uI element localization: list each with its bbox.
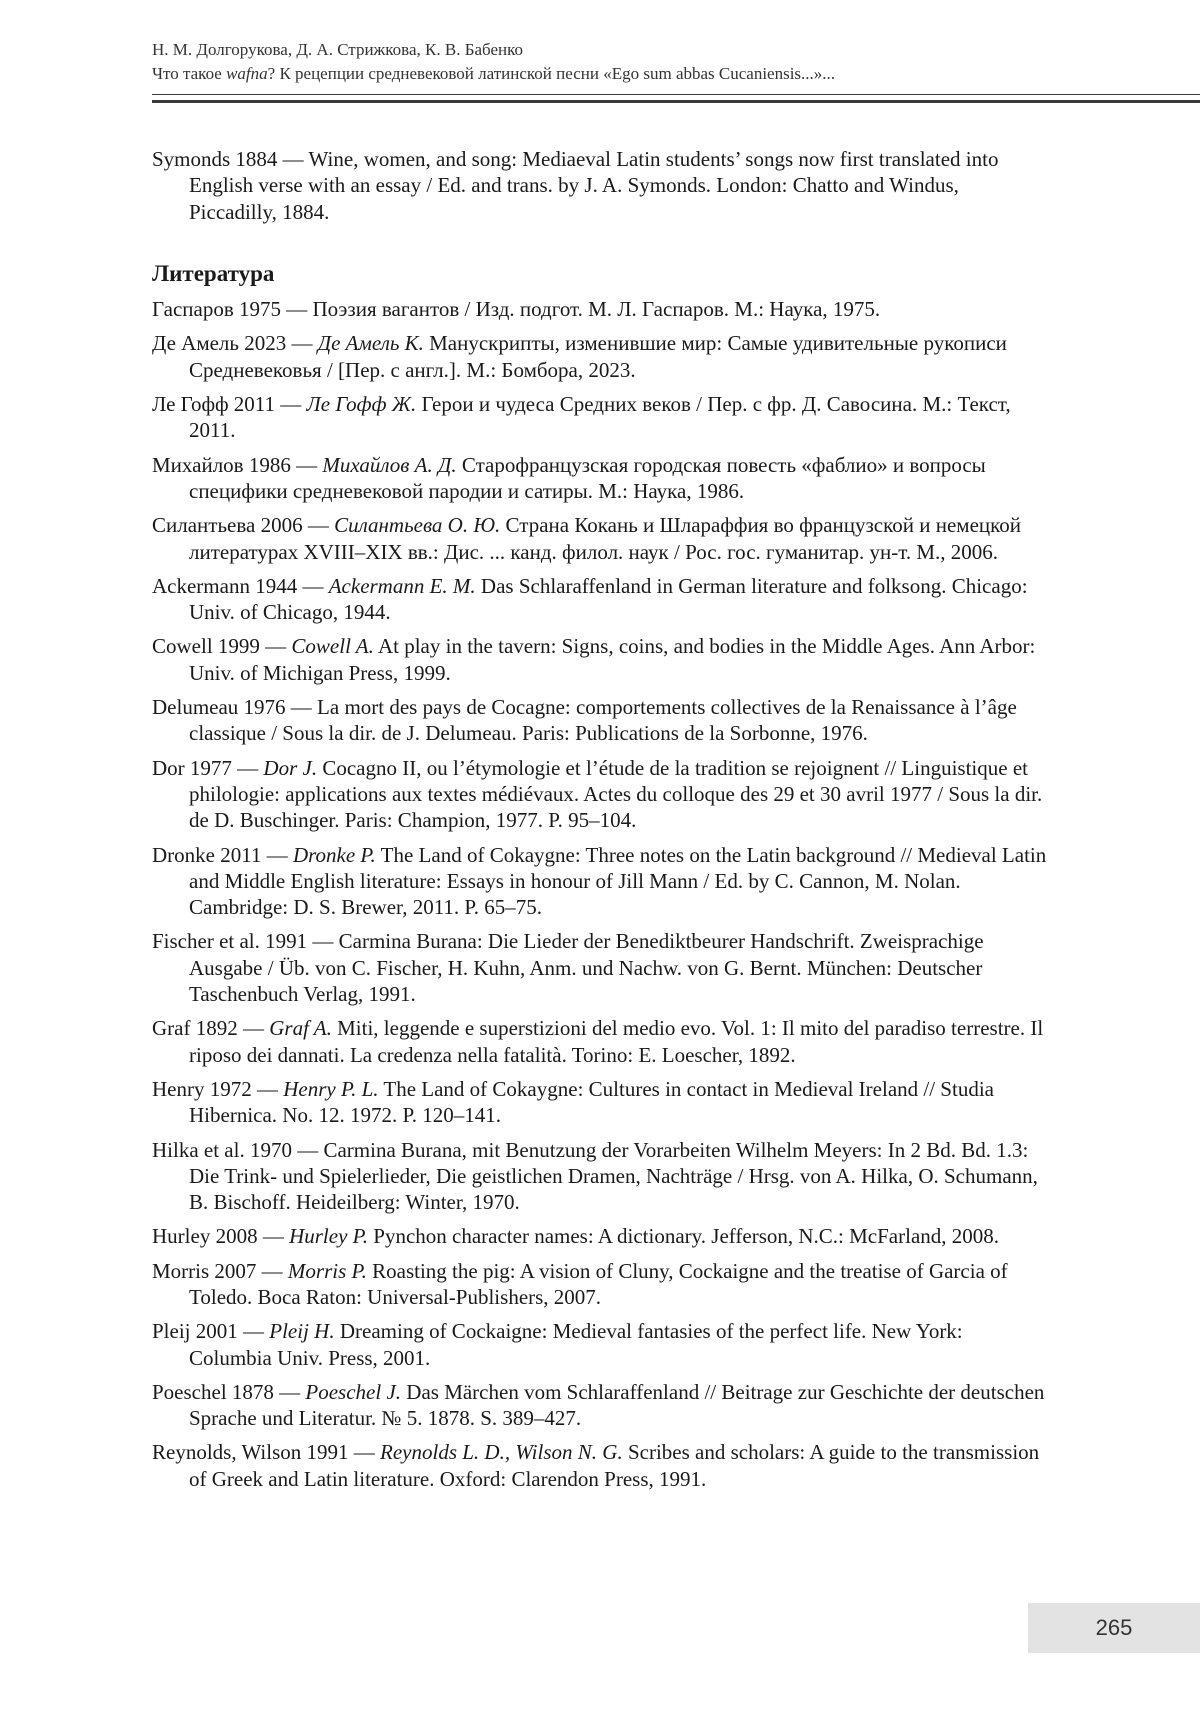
bib-entry bbox=[152, 1379, 1047, 1432]
entry-text: Hilka et al. 1970 — Carmina Burana, mit Benutzung der Vorarbeiten Wilhelm Meyers: In 2 Bd. Bd. 1.3: Die Trink- und Spielerlieder, Die geistlichen Dramen, Nachträge / Hrsg. von A. Hilka, O. Schumann, B. Bischoff. Heideilberg: Winter, 1970. bbox=[152, 1137, 1038, 1215]
entry-text: Symonds 1884 — Wine, women, and song: Mediaeval Latin students’ songs now first translated into English verse with an essay / Ed. and trans. by J. A. Symonds. London: Chatto and Windus, Piccadilly, 1884. bbox=[152, 147, 999, 224]
entry-author-italic: Cowell A. bbox=[291, 634, 374, 659]
entry-text: Dronke 2011 — bbox=[152, 842, 293, 867]
entry-text: Pleij 2001 — bbox=[152, 1319, 270, 1344]
bib-entry bbox=[152, 1137, 1047, 1216]
entry-text: Гаспаров 1975 — Поэзия вагантов / Изд. подгот. М. Л. Гаспаров. М.: Наука, 1975. bbox=[152, 297, 881, 322]
entry-author-italic: Graf A. bbox=[269, 1016, 332, 1041]
entry-text-rest: Roasting the pig: A vision of Cluny, Cockaigne and the treatise of Garcia of Toledo. Boca Raton: Universal-Publishers, 2007. bbox=[189, 1258, 1008, 1309]
header-authors: Н. М. Долгорукова, Д. А. Стрижкова, К. В. Бабенко bbox=[152, 40, 523, 59]
bib-entry bbox=[152, 512, 1047, 565]
bib-entry bbox=[152, 694, 1047, 747]
header-title bbox=[152, 62, 1052, 86]
entry-author-italic: Dronke P. bbox=[292, 842, 376, 867]
entry-text: Fischer et al. 1991 — Carmina Burana: Die Lieder der Benediktbeurer Handschrift. Zweisprachige Ausgabe / Üb. von C. Fischer, H. Kuhn, Anm. und Nachw. von G. Bernt. München: Deutscher Taschenbuch Verlag, 1991. bbox=[152, 929, 984, 1007]
entry-text-rest: Miti, leggende e superstizioni del medio evo. Vol. 1: Il mito del paradiso terrestre. Il riposo dei dannati. La credenza nella fatalità. Torino: E. Loescher, 1892. bbox=[189, 1016, 1044, 1067]
entry-text: Ackermann 1944 — bbox=[152, 573, 329, 598]
entry-author-italic: Ackermann E. M. bbox=[328, 573, 476, 598]
entry-author-italic: Михайлов А. Д. bbox=[322, 452, 457, 477]
entry-text: Силантьева 2006 — bbox=[152, 513, 335, 538]
header-rule-thick bbox=[152, 100, 1200, 103]
entry-author-italic: Poeschel J. bbox=[305, 1379, 402, 1404]
entry-text-rest: The Land of Cokaygne: Cultures in contact in Medieval Ireland // Studia Hibernica. No. 12. 1972. P. 120–141. bbox=[189, 1076, 994, 1128]
entry-author-italic: Ле Гофф Ж. bbox=[306, 392, 417, 417]
entry-author-italic: Reynolds L. D., Wilson N. G. bbox=[380, 1440, 623, 1465]
bib-entry bbox=[152, 391, 1047, 444]
entry-text: Reynolds, Wilson 1991 — bbox=[152, 1440, 381, 1465]
bib-entry bbox=[152, 296, 1047, 322]
bib-entry bbox=[152, 1015, 1047, 1068]
bib-entry bbox=[152, 1439, 1047, 1492]
header-title-pre: Что такое bbox=[152, 64, 227, 83]
bib-entry bbox=[152, 1318, 1047, 1371]
entry-text: Михайлов 1986 — bbox=[152, 452, 323, 477]
header-rule-thin bbox=[152, 94, 1200, 95]
literature-heading: Литература bbox=[152, 260, 275, 286]
running-header bbox=[152, 38, 1052, 86]
entry-author-italic: Henry P. L. bbox=[283, 1076, 379, 1101]
sources-list bbox=[152, 146, 1047, 225]
entry-text-rest: Манускрипты, изменившие мир: Самые удивительные рукописи Средневековья / [Пер. с англ.]. М.: Бомбора, 2023. bbox=[189, 331, 1007, 382]
entry-text: Ле Гофф 2011 — bbox=[152, 392, 307, 417]
entry-text: Cowell 1999 — bbox=[152, 634, 292, 659]
bib-entry bbox=[152, 1076, 1047, 1129]
entry-text: Graf 1892 — bbox=[152, 1016, 270, 1041]
bibliography bbox=[152, 146, 1047, 1500]
references-list bbox=[152, 296, 1047, 1492]
bib-entry bbox=[152, 146, 1047, 225]
entry-text-rest: Das Schlaraffenland in German literature and folksong. Chicago: Univ. of Chicago, 1944. bbox=[189, 573, 1028, 625]
page-number: 265 bbox=[1028, 1603, 1200, 1653]
entry-text-rest: Старофранцузская городская повесть «фаблио» и вопросы специфики средневековой пародии и сатиры. М.: Наука, 1986. bbox=[189, 452, 986, 503]
bib-entry bbox=[152, 1223, 1047, 1249]
bib-entry bbox=[152, 842, 1047, 921]
bib-entry bbox=[152, 755, 1047, 834]
entry-text-rest: Dreaming of Cockaigne: Medieval fantasies of the perfect life. New York: Columbia Univ. Press, 2001. bbox=[189, 1319, 963, 1370]
entry-author-italic: Силантьева О. Ю. bbox=[334, 513, 501, 538]
entry-text-rest: At play in the tavern: Signs, coins, and bodies in the Middle Ages. Ann Arbor: Univ. of Michigan Press, 1999. bbox=[189, 634, 1036, 685]
entry-text: Dor 1977 — bbox=[152, 755, 264, 780]
bib-entry bbox=[152, 452, 1047, 505]
entry-author-italic: Pleij H. bbox=[269, 1319, 335, 1344]
entry-author-italic: Hurley P. bbox=[289, 1224, 369, 1249]
header-title-post: ? К рецепции средневековой латинской песни «Ego sum abbas Cucaniensis...»... bbox=[267, 64, 836, 83]
entry-text: Poeschel 1878 — bbox=[152, 1379, 306, 1404]
bib-entry bbox=[152, 633, 1047, 686]
entry-text-rest: The Land of Cokaygne: Three notes on the Latin background // Medieval Latin and Middle English literature: Essays in honour of Jill Mann / Ed. by C. Cannon, M. Nolan. Cambridge: D. S. Brewer, 2011. P. 65–75. bbox=[189, 842, 1047, 920]
bib-entry bbox=[152, 573, 1047, 626]
entry-text-rest: Герои и чудеса Средних веков / Пер. с фр. Д. Савосина. М.: Текст, 2011. bbox=[189, 392, 1011, 443]
bib-entry bbox=[152, 1258, 1047, 1311]
entry-author-italic: Dor J. bbox=[263, 755, 318, 780]
entry-text-rest: Das Märchen vom Schlaraffenland // Beitrage zur Geschichte der deutschen Sprache und Literatur. № 5. 1878. S. 389–427. bbox=[189, 1379, 1045, 1431]
entry-text: Morris 2007 — bbox=[152, 1258, 288, 1283]
entry-author-italic: Де Амель К. bbox=[317, 331, 424, 356]
entry-text: Де Амель 2023 — bbox=[152, 331, 318, 356]
bib-entry bbox=[152, 330, 1047, 383]
entry-text-rest: Scribes and scholars: A guide to the transmission of Greek and Latin literature. Oxford: Clarendon Press, 1991. bbox=[189, 1440, 1040, 1491]
entry-text: Hurley 2008 — bbox=[152, 1224, 290, 1249]
entry-text: Henry 1972 — bbox=[152, 1076, 284, 1101]
entry-text: Delumeau 1976 — La mort des pays de Cocagne: comportements collectives de la Renaissance à l’âge classique / Sous la dir. de J. Delumeau. Paris: Publications de la Sorbonne, 1976. bbox=[152, 695, 1017, 746]
bib-entry bbox=[152, 928, 1047, 1007]
entry-text-rest: Cocagno II, ou l’étymologie et l’étude de la tradition se rejoignent // Linguistique et philologie: applications aux textes médiévaux. Actes du colloque des 29 et 30 avril 1977 / Sous la dir. de D. Buschinger. Paris: Champion, 1977. P. 95–104. bbox=[189, 755, 1043, 833]
entry-text-rest: Pynchon character names: A dictionary. Jefferson, N.C.: McFarland, 2008. bbox=[368, 1224, 1000, 1249]
entry-author-italic: Morris P. bbox=[287, 1258, 367, 1283]
entry-text-rest: Страна Кокань и Шлараффия во французской и немецкой литературах XVIII–XIX вв.: Дис. ... канд. филол. наук / Рос. гос. гуманитар. ун-т. М., 2006. bbox=[189, 513, 1022, 564]
header-title-italic: wafna bbox=[226, 64, 268, 83]
